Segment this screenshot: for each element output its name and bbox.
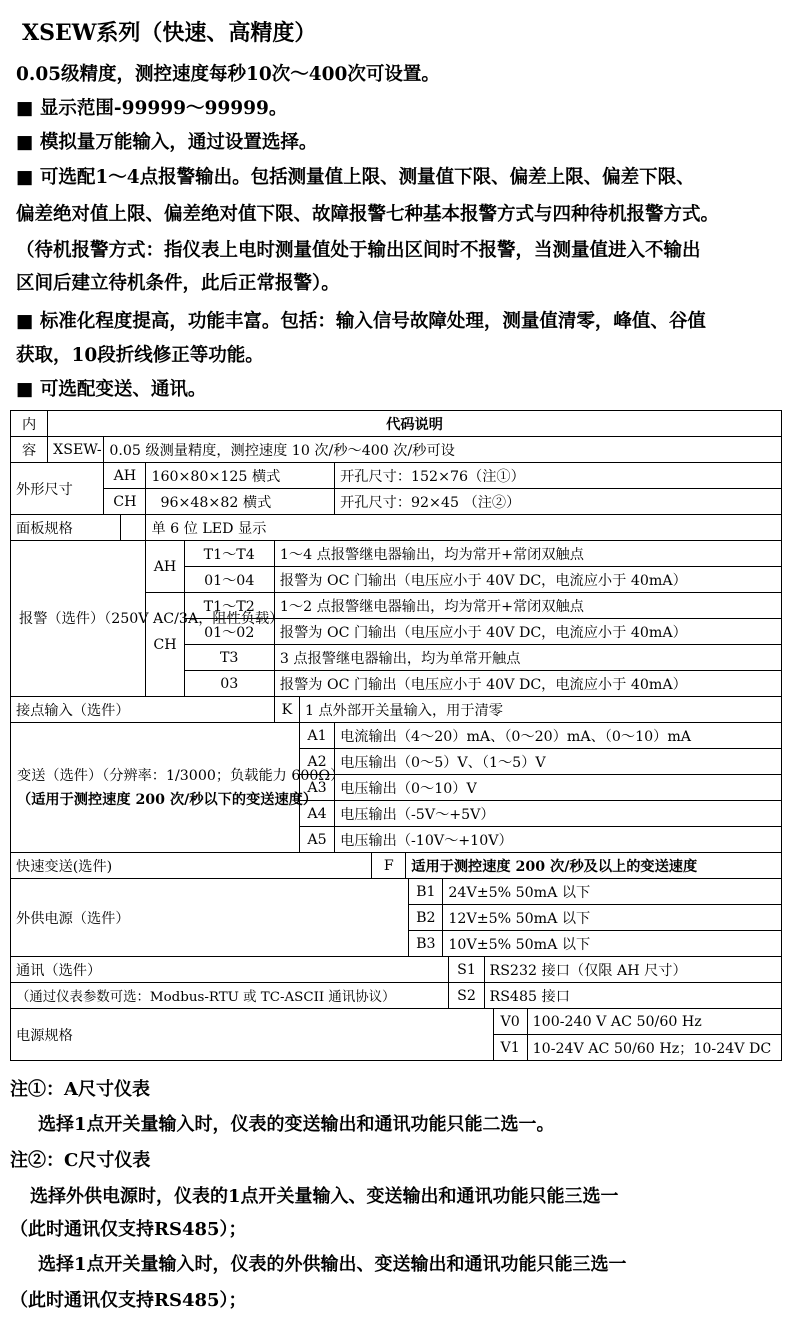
table-row (11, 463, 782, 489)
table-row (11, 541, 782, 567)
note-text: 选择1点开关量输入时，仪表的变送输出和通讯功能只能二选一。 (38, 1114, 555, 1135)
power-desc-cell: 10-24V AC 50/60 Hz；10-24V DC (527, 1035, 781, 1061)
spec-table (10, 410, 782, 1061)
transmit-label: 变送（选件）（分辨率：1/3000；负载能力 600Ω） (17, 767, 345, 784)
transmit-code-cell: A3 (299, 775, 334, 801)
alarm-desc-cell: 报警为 OC 门输出（电压应小于 40V DC，电流应小于 40mA） (274, 619, 781, 645)
power-desc-cell: 100-240 V AC 50/60 Hz (527, 1009, 781, 1035)
dims-size-cell: 96×48×82 横式 (146, 489, 335, 515)
alarm-code-cell: T1～T2 (184, 593, 274, 619)
dims-cut-cell: 开孔尺寸：92×45 （注②） (335, 489, 782, 515)
note-heading: 注①：A尺寸仪表 (10, 1079, 150, 1100)
header-rong-cell: 容 (11, 437, 48, 463)
table-header: 代码说明 (48, 411, 782, 437)
transmit-code-cell: A5 (299, 827, 334, 853)
intro-line: 偏差绝对值上限、偏差绝对值下限、故障报警七种基本报警方式与四种待机报警方式。 (16, 204, 720, 225)
model-desc-cell: 0.05 级测量精度，测控速度 10 次/秒～400 次/秒可设 (104, 437, 782, 463)
table-row (11, 489, 782, 515)
power-out-desc-cell: 24V±5% 50mA 以下 (443, 879, 782, 905)
model-code-cell: XSEW- (48, 437, 104, 463)
transmit-code-cell: A4 (299, 801, 334, 827)
alarm-code-cell: T1～T4 (184, 541, 274, 567)
fast-code-cell: F (372, 853, 406, 879)
table-row (11, 697, 782, 723)
transmit-desc-cell: 电流输出（4～20）mA、（0～20）mA、（0～10）mA (335, 723, 782, 749)
comm-note: （通过仪表参数可选：Modbus-RTU 或 TC-ASCII 通讯协议） (11, 983, 449, 1009)
power-code-cell: V1 (493, 1035, 527, 1061)
page-title: XSEW系列（快速、高精度） (22, 20, 317, 46)
comm-desc-cell (484, 957, 781, 983)
alarm-desc-cell: 1～4 点报警继电器输出，均为常开+常闭双触点 (274, 541, 781, 567)
intro-line: ■ 可选配变送、通讯。 (16, 379, 207, 400)
table-row (11, 957, 782, 983)
header-nei-cell: 内 (11, 411, 48, 437)
transmit-note: （适用于测控速度 200 次/秒以下的变送速度） (17, 791, 318, 808)
panel-label: 面板规格 (11, 515, 121, 541)
table-row (11, 515, 782, 541)
power-code-cell: V0 (493, 1009, 527, 1035)
intro-line: 0.05级精度，测控速度每秒10次～400次可设置。 (16, 64, 440, 85)
transmit-desc-cell: 电压输出（0～10）V (335, 775, 782, 801)
comm-label: 通讯（选件） (11, 957, 449, 983)
intro-line: ■ 可选配1～4点报警输出。包括测量值上限、测量值下限、偏差上限、偏差下限、 (16, 167, 695, 188)
note-text: 选择1点开关量输入时，仪表的外供输出、变送输出和通讯功能只能三选一 (38, 1254, 627, 1275)
intro-line: （待机报警方式：指仪表上电时测量值处于输出区间时不报警，当测量值进入不输出 (16, 240, 701, 261)
dims-label: 外形尺寸 (11, 463, 104, 515)
table-row (11, 411, 782, 437)
panel-desc-cell: 单 6 位 LED 显示 (146, 515, 782, 541)
table-row (11, 879, 782, 905)
intro-line: ■ 模拟量万能输入，通过设置选择。 (16, 132, 318, 153)
alarm-desc-cell: 报警为 OC 门输出（电压应小于 40V DC，电流应小于 40mA） (274, 671, 781, 697)
transmit-code-cell: A2 (299, 749, 334, 775)
fast-desc-cell: 适用于测控速度 200 次/秒及以上的变送速度 (406, 853, 782, 879)
power-label: 电源规格 (11, 1009, 494, 1061)
power-out-code-cell: B3 (409, 931, 443, 957)
intro-line: ■ 标准化程度提高，功能丰富。包括：输入信号故障处理，测量值清零，峰值、谷值 (16, 311, 706, 332)
alarm-group-code: CH (146, 593, 184, 697)
comm-desc-cell: RS485 接口 (484, 983, 781, 1009)
comm-code-cell: S2 (449, 983, 484, 1009)
intro-line: 区间后建立待机条件，此后正常报警）。 (16, 273, 340, 294)
alarm-code-cell: 01～02 (184, 619, 274, 645)
fast-label: 快速变送(选件) (11, 853, 372, 879)
alarm-label: 报警（选件）（250V AC/3A，阻性负载） (11, 541, 146, 697)
transmit-desc-cell: 电压输出（-5V～+5V） (335, 801, 782, 827)
alarm-desc-cell: 3 点报警继电器输出，均为单常开触点 (274, 645, 781, 671)
alarm-code-cell: T3 (184, 645, 274, 671)
contact-code-cell: K (274, 697, 299, 723)
dims-code-cell: AH (104, 463, 146, 489)
power-out-desc-cell: 10V±5% 50mA 以下 (443, 931, 782, 957)
transmit-code-cell: A1 (299, 723, 334, 749)
power-out-desc-cell: 12V±5% 50mA 以下 (443, 905, 782, 931)
power-out-code-cell: B1 (409, 879, 443, 905)
table-row (11, 983, 782, 1009)
table-row (11, 723, 782, 749)
intro-line: 获取，10段折线修正等功能。 (16, 345, 264, 366)
intro-line: ■ 显示范围-99999～99999。 (16, 98, 288, 119)
dims-code-cell: CH (104, 489, 146, 515)
power-out-label: 外供电源（选件） (11, 879, 409, 957)
power-out-code-cell: B2 (409, 905, 443, 931)
note-text: 选择外供电源时，仪表的1点开关量输入、变送输出和通讯功能只能三选一 (30, 1186, 619, 1207)
alarm-desc-cell: 报警为 OC 门输出（电压应小于 40V DC，电流应小于 40mA） (274, 567, 781, 593)
note-heading: 注②：C尺寸仪表 (10, 1150, 151, 1171)
table-row (11, 853, 782, 879)
contact-label: 接点输入（选件） (11, 697, 275, 723)
dims-size-cell: 160×80×125 横式 (146, 463, 335, 489)
table-row (11, 437, 782, 463)
note-text: （此时通讯仅支持RS485）； (10, 1290, 247, 1311)
transmit-desc-cell: 电压输出（-10V～+10V） (335, 827, 782, 853)
alarm-group-code: AH (146, 541, 184, 593)
note-text: （此时通讯仅支持RS485）； (10, 1219, 247, 1240)
contact-desc-cell: 1 点外部开关量输入，用于清零 (299, 697, 781, 723)
dims-cut-cell: 开孔尺寸：152×76（注①） (335, 463, 782, 489)
alarm-code-cell: 01～04 (184, 567, 274, 593)
comm-code-cell: S1 (449, 957, 484, 983)
table-row (11, 1009, 782, 1035)
transmit-desc-cell: 电压输出（0～5）V、（1～5）V (335, 749, 782, 775)
comm-desc-text: RS232 接口（仅限 AH 尺寸） (489, 962, 687, 979)
alarm-desc-cell: 1～2 点报警继电器输出，均为常开+常闭双触点 (274, 593, 781, 619)
alarm-code-cell: 03 (184, 671, 274, 697)
panel-spacer (121, 515, 146, 541)
